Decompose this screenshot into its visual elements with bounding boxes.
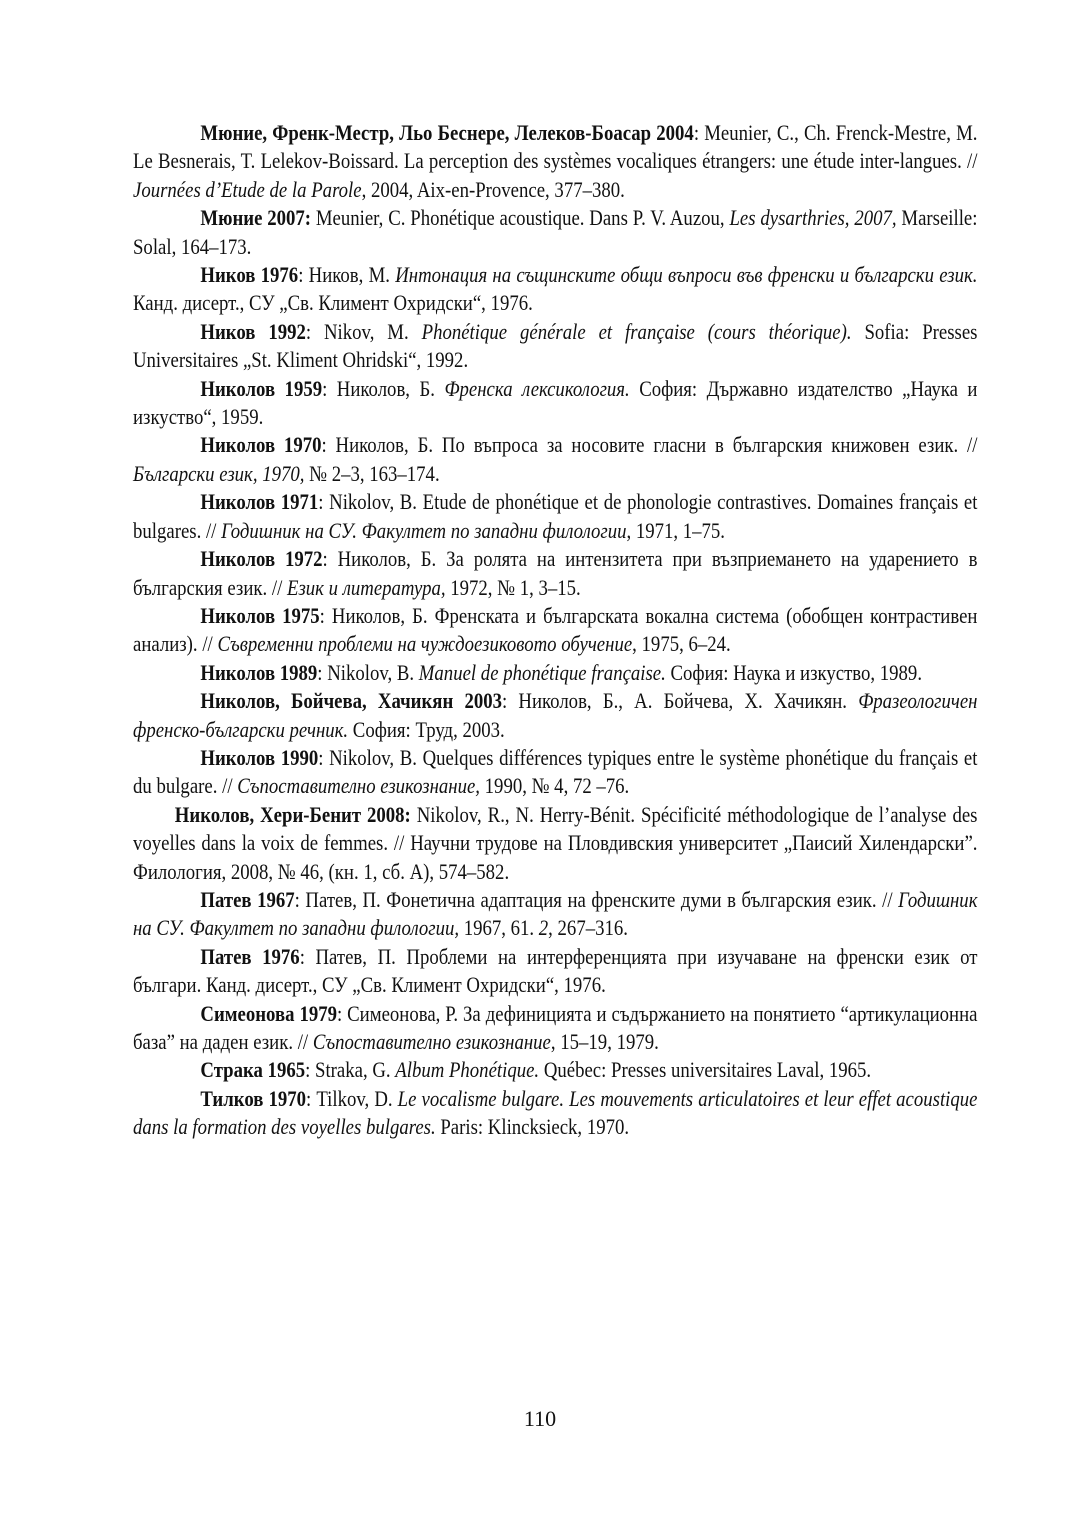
entry-text: : Nikov, M. bbox=[305, 318, 422, 344]
entry-key: Патев 1976 bbox=[200, 943, 300, 969]
entry-title-italic: Годишник на СУ. Факултет по западни филологии bbox=[221, 517, 627, 543]
bibliography-entry bbox=[133, 602, 977, 659]
bibliography-entry bbox=[133, 886, 977, 943]
entry-text: 1990, № 4, 72 –76. bbox=[479, 773, 630, 799]
entry-key: Симеонова 1979 bbox=[200, 1000, 337, 1026]
entry-title-italic: 2 bbox=[538, 915, 549, 941]
bibliography-entry bbox=[133, 261, 977, 318]
entry-text: : Ников, М. bbox=[298, 262, 396, 288]
entry-text: : Meunier, C., Ch. Frenck-Mestre, M. Le Besnerais, T. Lelekov-Boissard. La perception des systèmes vocaliques étrangers: une étude inter-langues. // bbox=[133, 120, 978, 174]
entry-text: : Николов, Б. За ролята на интензитета при възприемането на ударението в българския език. // bbox=[133, 546, 978, 600]
entry-title-italic: Phonétique générale et française (cours théorique). bbox=[421, 318, 852, 344]
entry-title-italic: Съвременни проблеми на чуждоезиковото обучение bbox=[217, 631, 633, 657]
entry-text: София: Държавно издателство „Наука и изкуство“, 1959. bbox=[133, 375, 978, 430]
entry-text: София: Труд, 2003. bbox=[348, 716, 505, 742]
bibliography-entry bbox=[133, 119, 977, 204]
bibliography-entry bbox=[133, 318, 977, 375]
bibliography-entry bbox=[133, 545, 977, 602]
entry-title-italic: Съпоставително езикознание, bbox=[237, 773, 480, 799]
entry-key: Николов 1972 bbox=[200, 546, 323, 572]
entry-text: : Nikolov, B. Etude de phonétique et de phonologie contrastives. Domaines français et bulgares. // bbox=[133, 489, 978, 543]
entry-key: Николов, Бойчева, Хачикян 2003 bbox=[200, 688, 503, 714]
entry-key: Николов 1989 bbox=[200, 659, 318, 685]
entry-text: 1967, 61. bbox=[459, 915, 539, 941]
entry-title-italic: Фразеологичен френско-български речник. bbox=[133, 688, 978, 742]
bibliography-entry bbox=[133, 1056, 977, 1084]
entry-title-italic: Български език, 1970, bbox=[133, 460, 305, 486]
entry-text: : Николов, Б. Френската и българската вокална система (обобщен контрастивен анализ). // bbox=[133, 602, 978, 657]
entry-text: 1972, № 1, 3–15. bbox=[445, 574, 581, 600]
entry-title-italic: Годишник на СУ. Факултет по западни филологии, bbox=[133, 886, 978, 941]
entry-key: Николов 1971 bbox=[200, 489, 319, 515]
entry-title-italic: Journées d’Etude de la Parole bbox=[133, 176, 362, 202]
entry-text: : Николов, Б. bbox=[322, 375, 445, 401]
bibliography-entry bbox=[133, 488, 977, 545]
entry-text: : Nikolov, B. Quelques différences typiques entre le système phonétique du français et du bulgare. // bbox=[133, 744, 978, 799]
entry-key: Ников 1992 bbox=[200, 318, 306, 344]
entry-title-italic: Le vocalisme bulgare. Les mouvements articulatoires et leur effet acoustique dans la formation des voyelles bulgares. bbox=[133, 1085, 978, 1140]
entry-key: Николов 1975 bbox=[200, 602, 320, 628]
entry-key: Патев 1967 bbox=[200, 886, 295, 912]
entry-title-italic: Album Phonétique. bbox=[395, 1057, 540, 1083]
bibliography-entry bbox=[133, 204, 977, 261]
entry-text: : Патев, П. Фонетична адаптация на френските думи в българския език. // bbox=[294, 886, 899, 912]
bibliography-list bbox=[133, 119, 977, 1142]
entry-key: Мюние, Френк-Местр, Льо Беснере, Лелеков-Боасар 2004 bbox=[200, 120, 694, 145]
entry-title-italic: Les dysarthries, 2007, bbox=[729, 205, 897, 231]
page-number: 110 bbox=[523, 1406, 557, 1431]
entry-text: , 1971, 1–75. bbox=[626, 517, 725, 543]
entry-title-italic: Съпоставително езикознание bbox=[312, 1029, 551, 1054]
entry-text: , 1975, 6–24. bbox=[632, 631, 731, 657]
entry-text: София: Наука и изкуство, 1989. bbox=[665, 659, 923, 685]
bibliography-entry bbox=[133, 744, 977, 801]
entry-text: : Tilkov, D. bbox=[306, 1085, 398, 1111]
entry-text: Paris: Klincksieck, 1970. bbox=[435, 1114, 630, 1140]
entry-text: , 267–316. bbox=[548, 915, 628, 941]
bibliography-entry bbox=[133, 1000, 977, 1057]
entry-title-italic: Интонация на същинските общи въпроси във френски и български език. bbox=[395, 262, 978, 288]
entry-text: , 2004, Aix-en-Provence, 377–380. bbox=[361, 176, 625, 202]
entry-text: Sofia: Presses Universitaires „St. Kliment Ohridski“, 1992. bbox=[133, 318, 978, 373]
bibliography-entry bbox=[133, 943, 977, 1000]
bibliography-entry bbox=[133, 801, 977, 886]
bibliography-entry bbox=[133, 687, 977, 744]
entry-key: Ников 1976 bbox=[200, 262, 299, 288]
entry-text: Канд. дисерт., СУ „Св. Климент Охридски“, 1976. bbox=[133, 290, 533, 316]
entry-text: : Nikolov, B. bbox=[317, 659, 419, 685]
entry-text: : Симеонова, Р. За дефиницията и съдържанието на понятието “артикулационна база” на даден език. // bbox=[133, 1000, 978, 1054]
bibliography-entry bbox=[133, 1085, 977, 1142]
entry-text: Québec: Presses universitaires Laval, 1965. bbox=[539, 1057, 872, 1083]
entry-title-italic: Език и литература, bbox=[287, 574, 446, 600]
entry-text: : Straka, G. bbox=[305, 1057, 396, 1083]
entry-text: Meunier, C. Phonétique acoustique. Dans P. V. Auzou, bbox=[311, 205, 730, 231]
entry-key: Мюние 2007: bbox=[200, 205, 312, 231]
entry-title-italic: Френска лексикология. bbox=[444, 375, 630, 401]
entry-key: Николов 1970 bbox=[200, 432, 322, 458]
entry-text: : Николов, Б., А. Бойчева, Х. Хачикян. bbox=[502, 688, 859, 714]
entry-text: № 2–3, 163–174. bbox=[304, 460, 440, 486]
entry-key: Николов 1959 bbox=[200, 375, 323, 401]
entry-text: Nikolov, R., N. Herry-Bénit. Spécificité méthodologique de l’analyse des voyelles dans la voix de femmes. // Научни трудове на Пловдивския университет „Паисий Хилендарски”. Филология, 2008, № 46, (кн. 1, сб. А), 574–582. bbox=[133, 801, 978, 884]
bibliography-entry bbox=[133, 375, 977, 432]
entry-text: , 15–19, 1979. bbox=[550, 1029, 659, 1054]
entry-key: Тилков 1970 bbox=[200, 1085, 307, 1111]
bibliography-entry bbox=[133, 431, 977, 488]
entry-text: : Николов, Б. По въпроса за носовите гласни в българския книжовен език. // bbox=[321, 432, 978, 458]
entry-title-italic: Manuel de phonétique française. bbox=[418, 659, 666, 685]
entry-key: Николов, Хери-Бенит 2008: bbox=[174, 801, 411, 827]
bibliography-entry bbox=[133, 659, 977, 687]
entry-text: : Патев, П. Проблеми на интерференцията при изучаване на френски език от българи. Канд. дисерт., СУ „Св. Климент Охридски“, 1976. bbox=[133, 943, 978, 998]
entry-key: Страка 1965 bbox=[200, 1057, 306, 1083]
entry-key: Николов 1990 bbox=[200, 744, 319, 770]
entry-text: Marseille: Solal, 164–173. bbox=[133, 205, 978, 259]
